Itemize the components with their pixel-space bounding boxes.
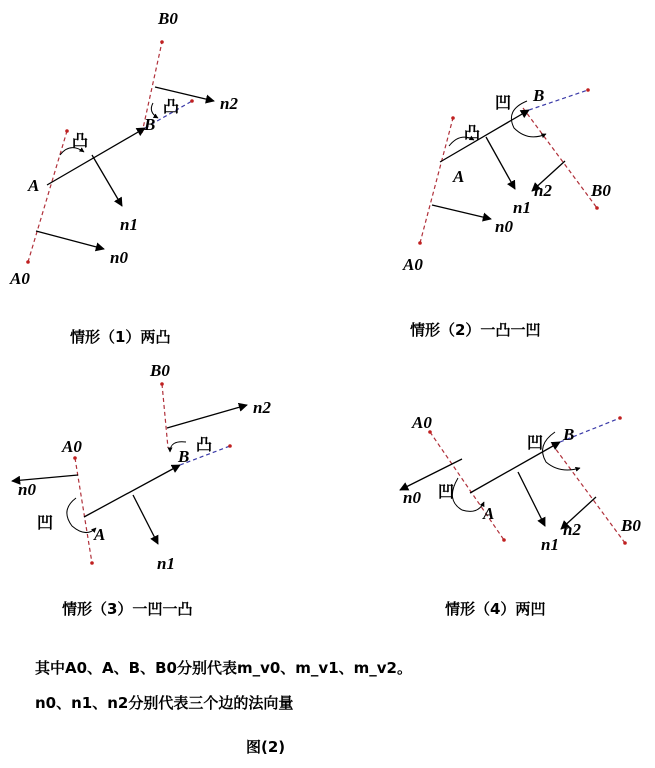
label-b: B [144,115,156,134]
label-b0: B0 [158,9,178,28]
label-a: A [453,167,465,186]
label-n2: n2 [253,398,271,417]
label-n1: n1 [120,215,138,234]
panel-3 [12,361,271,618]
caption-panel-2: 情形（2）一凸一凹 [410,321,541,339]
convex-symbol-a: 凸 [72,131,89,150]
angle-arc-b [543,432,580,470]
convex-symbol-a: 凸 [464,123,481,142]
label-n0: n0 [403,488,421,507]
label-a: A [28,176,40,195]
label-a0: A0 [62,437,82,456]
angle-arc-a [67,498,96,533]
label-n1: n1 [541,535,559,554]
label-b: B [533,86,545,105]
edge-a0-a [75,458,92,563]
caption-panel-3: 情形（3）一凹一凸 [62,600,193,618]
label-b: B [563,425,575,444]
edge-a-b [47,128,145,185]
label-a: A [483,504,495,523]
normal-n1-arrow [486,137,515,189]
label-n0: n0 [18,480,36,499]
label-a: A [94,525,106,544]
concave-symbol-b: 凹 [495,93,512,112]
figure-title: 图(2) [246,738,286,756]
label-n0: n0 [495,217,513,236]
label-a0: A0 [403,255,423,274]
edge-a-b [84,465,180,517]
concave-symbol-a: 凹 [438,482,455,501]
label-b: B [178,447,190,466]
normal-n2-arrow [167,405,247,428]
convex-symbol-b: 凸 [196,435,213,454]
caption-panel-1: 情形（1）两凸 [70,328,171,346]
label-b0: B0 [150,361,170,380]
panel-1 [9,9,238,346]
edge-a0-a [28,131,67,262]
label-n2: n2 [534,181,552,200]
panel-4 [400,413,641,618]
label-b0: B0 [591,181,611,200]
label-n1: n1 [513,198,531,217]
edge-a0-a [420,118,453,243]
caption-panel-4: 情形（4）两凹 [445,600,546,618]
panel-2 [402,86,611,339]
normal-n1-arrow [133,495,158,544]
label-n2: n2 [563,520,581,539]
label-a0: A0 [412,413,432,432]
convex-symbol-b: 凸 [163,97,180,116]
normal-n1-arrow [92,155,122,206]
edge-a-b [470,442,560,493]
label-n1: n1 [157,554,175,573]
concave-symbol-a: 凹 [37,513,54,532]
label-a0: A0 [10,269,30,288]
label-b0: B0 [621,516,641,535]
label-n2: n2 [220,94,238,113]
label-n0: n0 [110,248,128,267]
angle-arc-a [452,478,484,511]
note-line-1: 其中A0、A、B、B0分别代表m_v0、m_v1、m_v2。 [35,659,412,677]
normal-n0-arrow [432,205,491,219]
concave-symbol-b: 凹 [527,433,544,452]
edge-b-b0 [162,384,168,448]
note-line-2: n0、n1、n2分别代表三个边的法向量 [35,694,294,712]
normal-n0-arrow [36,231,104,249]
normal-n1-arrow [518,472,545,526]
